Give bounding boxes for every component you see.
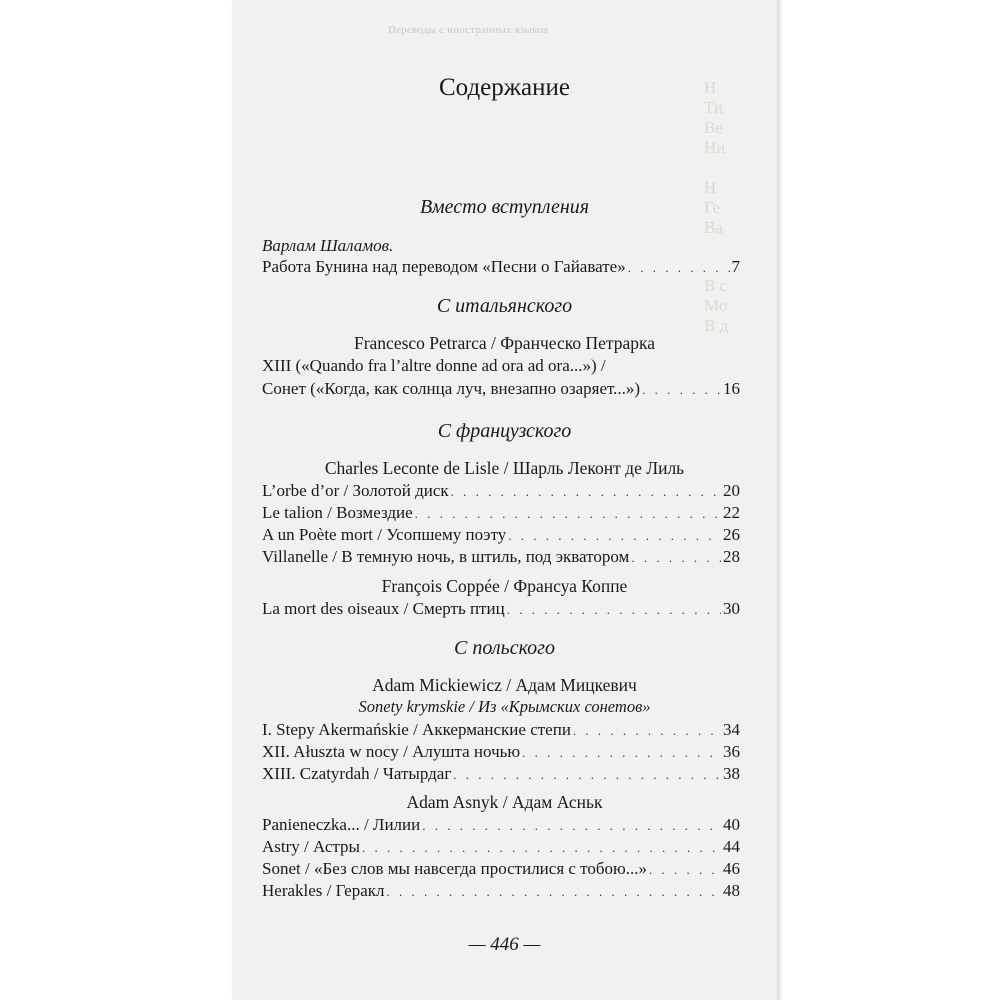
leader-dots (387, 881, 721, 903)
toc-entry-page: 40 (723, 815, 740, 834)
toc-entry-title: La mort des oiseaux / Смерть птиц (262, 599, 505, 618)
bleed-through-text: Ти (704, 98, 724, 117)
leader-dots (631, 547, 721, 569)
toc-entry-page: 44 (723, 837, 740, 856)
bleed-through-text: В с (704, 276, 728, 295)
toc-entry-page: 22 (723, 503, 740, 522)
toc-entry[interactable] (262, 858, 740, 880)
page-edge (777, 0, 783, 1000)
toc-entry-page: 46 (723, 859, 740, 878)
toc-entry-title: Sonet / «Без слов мы навсегда простилися с тобою...» (262, 859, 647, 878)
toc-entry-line (262, 355, 740, 377)
bleed-through-text: Н (704, 178, 717, 197)
author-coppee: François Coppée / Франсуа Коппе (381, 576, 628, 596)
bleed-through-text: Мо (704, 296, 728, 315)
leader-dots (628, 257, 730, 279)
leader-dots (573, 720, 721, 742)
page-title: Содержание (439, 74, 570, 101)
toc-entry-page: 26 (723, 525, 740, 544)
leader-dots (649, 859, 721, 881)
toc-entry[interactable] (262, 378, 740, 400)
toc-entry[interactable] (262, 814, 740, 836)
author-mickiewicz: Adam Mickiewicz / Адам Мицкевич (372, 675, 637, 695)
toc-entry[interactable] (262, 836, 740, 858)
toc-entry[interactable] (262, 524, 740, 546)
bleed-through-text: Н (704, 78, 717, 97)
toc-entry[interactable] (262, 502, 740, 524)
leader-dots (642, 379, 721, 401)
leader-dots (362, 837, 721, 859)
toc-entry-page: 34 (723, 720, 740, 739)
section-heading-polish: С польского (454, 637, 555, 659)
cycle-subtitle: Sonety krymskie / Из «Крымских сонетов» (358, 697, 651, 716)
bleed-through-text: Ве (704, 118, 723, 137)
section-heading-french: С французского (437, 420, 572, 442)
toc-entry-title: XIII. Czatyrdah / Чатырдаг (262, 764, 452, 783)
toc-entry[interactable] (262, 546, 740, 568)
toc-entry[interactable] (262, 880, 740, 902)
toc-entry-page: 36 (723, 742, 740, 761)
toc-entry-title: Panieneczka... / Лилии (262, 815, 421, 834)
leader-dots (508, 525, 721, 547)
toc-entry-title: XII. Ałuszta w nocy / Алушта ночью (262, 742, 521, 761)
toc-entry-title: Работа Бунина над переводом «Песни о Гайавате» (262, 257, 626, 276)
toc-entry-title: Villanelle / В темную ночь, в штиль, под экватором (262, 547, 630, 566)
toc-entry-title: Astry / Астры (262, 837, 360, 856)
toc-entry-title: XIII («Quando fra l’altre donne ad ora ad ora...») / (262, 356, 606, 375)
toc-entry-title: Сонет («Когда, как солнца луч, внезапно озаряет...») (262, 379, 641, 398)
toc-entry-title: I. Stepy Akermańskie / Аккерманские степи (262, 720, 571, 739)
leader-dots (422, 815, 721, 837)
leader-dots (507, 599, 721, 621)
toc-entry-page: 38 (723, 764, 740, 783)
bleed-through-text: Ва (704, 218, 723, 237)
section-heading-italian: С итальянского (436, 295, 573, 317)
author-asnyk: Adam Asnyk / Адам Асньк (406, 792, 603, 812)
toc-entry-title: L’orbe d’or / Золотой диск (262, 481, 449, 500)
author-petrarca: Francesco Petrarca / Франческо Петрарка (353, 333, 655, 353)
bleed-through-text: В д (704, 316, 729, 335)
leader-dots (415, 503, 721, 525)
toc-entry-page: 20 (723, 481, 740, 500)
toc-entry[interactable] (262, 719, 740, 741)
toc-entry[interactable] (262, 598, 740, 620)
toc-entry[interactable] (262, 480, 740, 502)
toc-entry-page: 7 (731, 257, 740, 276)
leader-dots (451, 481, 721, 503)
toc-entry[interactable] (262, 763, 740, 785)
toc-entry-page: 30 (723, 599, 740, 618)
toc-entry-title: Herakles / Геракл (262, 881, 385, 900)
bleed-through-text: Ге (704, 198, 721, 217)
page-number: — 446 — (468, 934, 541, 955)
author-shalamov: Варлам Шаламов. (262, 236, 394, 255)
bleed-through-header: Переводы с иностранных языков (388, 24, 549, 36)
toc-entry-page: 16 (723, 379, 740, 398)
toc-entry[interactable] (262, 256, 740, 278)
toc-entry-page: 48 (723, 881, 740, 900)
bleed-through-text: Ни (704, 138, 726, 157)
toc-entry[interactable] (262, 741, 740, 763)
leader-dots (522, 742, 721, 764)
leader-dots (453, 764, 721, 786)
section-heading-intro: Вместо вступления (419, 196, 590, 218)
toc-entry-title: A un Poète mort / Усопшему поэту (262, 525, 507, 544)
toc-entry-title: Le talion / Возмездие (262, 503, 413, 522)
toc-entry-page: 28 (723, 547, 740, 566)
author-leconte-de-lisle: Charles Leconte de Lisle / Шарль Леконт де Лиль (324, 458, 685, 478)
